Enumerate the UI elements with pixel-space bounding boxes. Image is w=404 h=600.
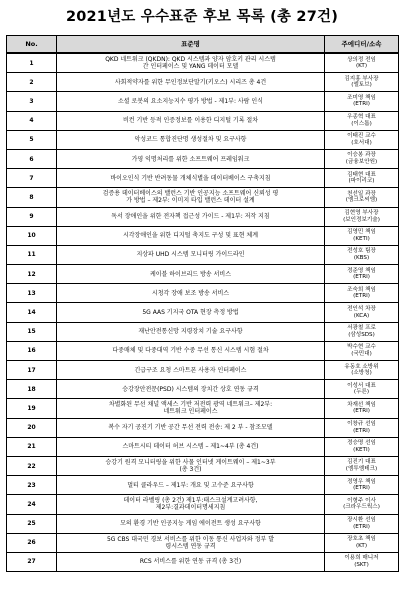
row-standard-name: 독서 장애인을 위한 전자책 접근성 가이드 - 제1부: 저작 지침 (57, 207, 325, 226)
row-number: 20 (7, 418, 57, 437)
table-row (7, 476, 399, 495)
row-editor: 정승명 선임 (KETI) (325, 437, 399, 456)
row-editor: 상의정 전임 (KT) (325, 53, 399, 73)
row-standard-name: 소셜 로봇의 요소지능지수 평가 방법 - 제1부: 사람 인식 (57, 92, 325, 111)
row-editor: 김진기 대표 (엠투엠테크) (325, 456, 399, 475)
row-editor: 서광철 프로 (삼성SDS) (325, 322, 399, 341)
row-standard-name: 비컨 기반 등적 인증정보를 이용한 디지털 기록 절차 (57, 111, 325, 130)
header-editor: 주에디터/소속 (325, 36, 399, 54)
row-standard-name: 데이터 라벨링 (총 2건) 제1부:태스크설계고려사항, 제2부:결과데이터명세지침 (57, 495, 325, 514)
row-number: 16 (7, 341, 57, 360)
table-row (7, 322, 399, 341)
row-number: 4 (7, 111, 57, 130)
row-standard-name: 케이블 하이브리드 방송 서비스 (57, 265, 325, 284)
row-standard-name: 5G CBS 대국민 경보 서비스를 위한 이동 통신 사업자와 정부 발 령시스템 연동 규격 (57, 533, 325, 552)
table-row (7, 149, 399, 168)
row-standard-name: 승강기 원격 모니터링을 위한 사물 인터넷 게이트웨이 – 제1~3부 (총 3건) (57, 456, 325, 475)
row-editor: 장시환 선임 (ETRI) (325, 514, 399, 533)
row-editor: 김영민 책임 (KETI) (325, 226, 399, 245)
row-editor: 전성호 팀장 (KBS) (325, 245, 399, 264)
row-number: 9 (7, 207, 57, 226)
row-standard-name: 지상파 UHD 시스템 모니터링 가이드라인 (57, 245, 325, 264)
table-row (7, 533, 399, 552)
row-editor: 정영우 책임 (ETRI) (325, 476, 399, 495)
row-standard-name: QKD 네트워크 (QKDN): QKD 시스템과 양자 암호키 관리 시스템 간 인터페이스 및 YANG 데이터 모델 (57, 53, 325, 73)
row-standard-name: 긴급구조 요청 스마트폰 사용자 인터페이스 (57, 361, 325, 380)
row-editor: 이창규 선임 (ETRI) (325, 418, 399, 437)
table-row (7, 514, 399, 533)
row-editor: 정준영 책임 (ETRI) (325, 265, 399, 284)
table-row (7, 456, 399, 475)
row-standard-name: 5G AAS 기지국 OTA 현장 측정 방법 (57, 303, 325, 322)
table-row (7, 380, 399, 399)
row-standard-name: 검증용 데이터베이스의 밸런스 기반 인공지능 소프트웨어 신뢰성 평 가 방법 – 제2부: 이미지 타입 밸런스 데이터 설계 (57, 188, 325, 207)
row-editor: 차재선 책임 (ETRI) (325, 399, 399, 418)
row-editor: 조미영 책임 (ETRI) (325, 92, 399, 111)
row-standard-name: 멀티 클라우드 – 제1부: 개요 및 고수준 요구사항 (57, 476, 325, 495)
row-standard-name: 시청각 장애 보조 방송 서비스 (57, 284, 325, 303)
table-row (7, 226, 399, 245)
table-row (7, 495, 399, 514)
row-standard-name: 가영 익명처리를 위한 소프트웨어 프레임워크 (57, 149, 325, 168)
row-number: 10 (7, 226, 57, 245)
row-standard-name: 사회적약자를 위한 무인정보단말기(키오스) 시리즈 총 4건 (57, 73, 325, 92)
standards-table (6, 35, 399, 572)
row-standard-name: 복수 자기 공진기 기반 공간 무선 전력 전송: 제 2 부 - 참조모델 (57, 418, 325, 437)
row-editor: 장호초 책임 (KT) (325, 533, 399, 552)
table-row (7, 53, 399, 73)
table-row (7, 552, 399, 571)
row-editor: 이성서 대표 (두른) (325, 380, 399, 399)
table-row (7, 418, 399, 437)
row-number: 21 (7, 437, 57, 456)
row-number: 17 (7, 361, 57, 380)
table-row (7, 92, 399, 111)
row-number: 8 (7, 188, 57, 207)
table-row (7, 341, 399, 360)
row-number: 12 (7, 265, 57, 284)
table-row (7, 188, 399, 207)
table-row (7, 303, 399, 322)
row-standard-name: 승강장안전문(PSD) 시스템의 장치간 상호 연동 규격 (57, 380, 325, 399)
row-standard-name: 재난안전통신망 지령장치 기술 요구사항 (57, 322, 325, 341)
row-editor: 박수현 교수 (국민대) (325, 341, 399, 360)
row-number: 24 (7, 495, 57, 514)
row-number: 15 (7, 322, 57, 341)
row-number: 13 (7, 284, 57, 303)
row-editor: 유동호 소방위 (소방청) (325, 361, 399, 380)
row-standard-name: 차별화된 무선 채널 액세스 기반 저전력 광역 네트워크– 제2부: 네트워크 인터페이스 (57, 399, 325, 418)
row-number: 18 (7, 380, 57, 399)
row-number: 1 (7, 53, 57, 73)
row-number: 5 (7, 130, 57, 149)
row-editor: 김태현 대표 (파이리코) (325, 169, 399, 188)
row-standard-name: 바이오인식 기반 반려동물 개체식별을 데이터베이스 구축지침 (57, 169, 325, 188)
table-row (7, 437, 399, 456)
row-standard-name: RCS 서비스를 위한 연동 규격 (총 3건) (57, 552, 325, 571)
row-editor: 이용희 매니저 (SKT) (325, 552, 399, 571)
table-row (7, 265, 399, 284)
table-row (7, 130, 399, 149)
row-editor: 우종혁 대표 (이스톰) (325, 111, 399, 130)
row-editor: 이형주 이사 (크라우드웍스) (325, 495, 399, 514)
row-editor: 김지홍 부사장 (엘토브) (325, 73, 399, 92)
row-standard-name: 스마트시티 데이터 허브 시스템 – 제1~4부 (총 4건) (57, 437, 325, 456)
row-number: 6 (7, 149, 57, 168)
row-standard-name: 모의 환경 기반 인공지능 게임 에이전트 생성 요구사항 (57, 514, 325, 533)
table-row (7, 207, 399, 226)
header-no: No. (7, 36, 57, 54)
table-row (7, 73, 399, 92)
row-number: 11 (7, 245, 57, 264)
row-number: 25 (7, 514, 57, 533)
row-number: 26 (7, 533, 57, 552)
row-editor: 조숙희 책임 (ETRI) (325, 284, 399, 303)
row-editor: 이태진 교수 (호서대) (325, 130, 399, 149)
row-number: 3 (7, 92, 57, 111)
row-number: 19 (7, 399, 57, 418)
row-number: 14 (7, 303, 57, 322)
page-title: 2021년도 우수표준 후보 목록 (총 27건) (65, 9, 339, 25)
table-row (7, 169, 399, 188)
row-standard-name: 악성코드 통합진단명 생성절차 및 요구사항 (57, 130, 325, 149)
row-editor: 전인석 차장 (KCA) (325, 303, 399, 322)
table-row (7, 284, 399, 303)
row-standard-name: 시각장애인을 위한 디지털 축지도 구성 및 표현 체계 (57, 226, 325, 245)
table-row (7, 399, 399, 418)
table-row (7, 361, 399, 380)
row-editor: 이승봉 과장 (금융보안원) (325, 149, 399, 168)
row-number: 22 (7, 456, 57, 475)
row-editor: 천선일 과장 (엠크로씨엠) (325, 188, 399, 207)
row-number: 27 (7, 552, 57, 571)
header-standard-name: 표준명 (57, 36, 325, 54)
row-standard-name: 다중매체 및 다중대역 기반 수중 무선 통신 시스템 시험 절차 (57, 341, 325, 360)
table-row (7, 111, 399, 130)
row-number: 7 (7, 169, 57, 188)
row-number: 2 (7, 73, 57, 92)
table-row (7, 245, 399, 264)
row-editor: 김현영 부사장 (보인정보기술) (325, 207, 399, 226)
table-header-row (7, 36, 399, 54)
row-number: 23 (7, 476, 57, 495)
